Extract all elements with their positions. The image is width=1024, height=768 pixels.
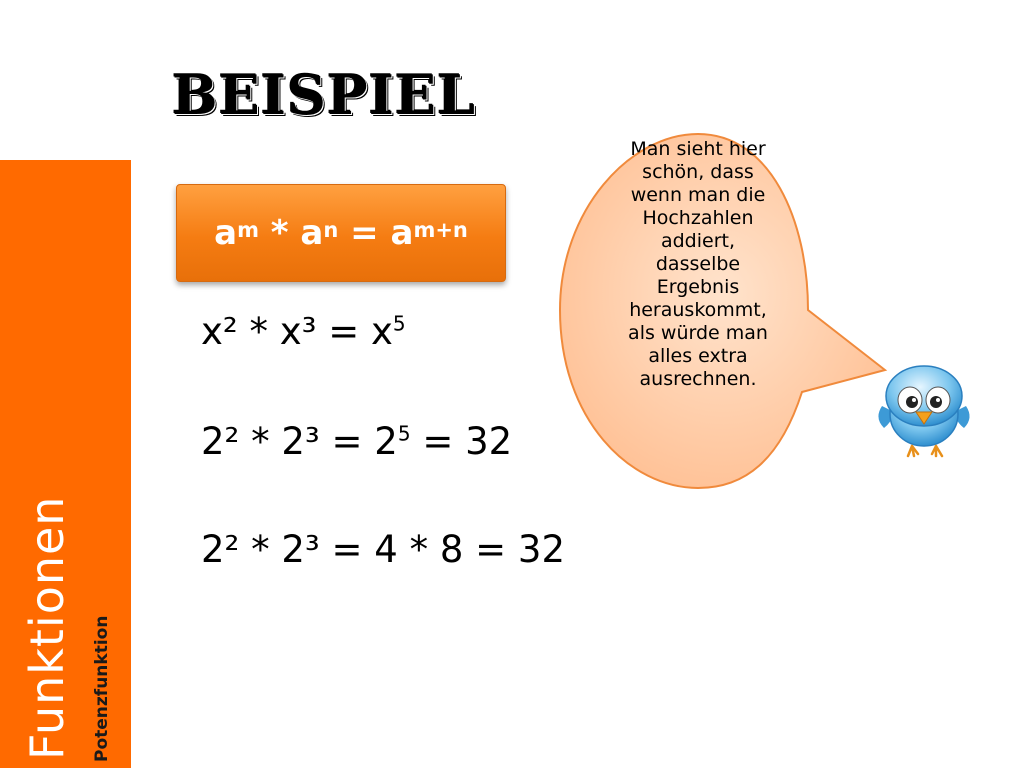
bubble-line: Ergebnis <box>656 276 740 298</box>
bubble-line: alles extra <box>648 345 748 367</box>
bubble-line: ausrechnen. <box>639 368 757 390</box>
equation-3 <box>201 528 565 571</box>
bubble-line: addiert, <box>660 230 736 252</box>
bubble-line: herauskommt, <box>629 299 767 321</box>
formula-op2: = <box>338 213 391 253</box>
bubble-line: dasselbe <box>655 253 741 275</box>
speech-bubble <box>540 120 980 520</box>
equation-2-main: 2² * 2³ = 2 <box>201 420 398 463</box>
bubble-line: wenn man die <box>630 184 766 206</box>
bubble-line: schön, dass <box>642 161 754 183</box>
equation-3-main: 2² * 2³ = 4 * 8 = 32 <box>201 528 566 571</box>
equation-1-main: x² * x³ = x <box>201 310 393 353</box>
formula-exp2: n <box>323 218 339 242</box>
equation-1 <box>201 310 406 353</box>
bubble-line: Man sieht hier <box>630 138 766 160</box>
formula-exp3: m+n <box>413 218 468 242</box>
equation-2 <box>201 420 512 463</box>
formula-base2: a <box>300 213 324 253</box>
formula-box <box>176 184 506 282</box>
formula-exp1: m <box>237 218 259 242</box>
equation-1-exp: 5 <box>392 311 406 336</box>
equation-2-exp: 5 <box>397 421 411 446</box>
equation-2-tail: = 32 <box>410 420 513 463</box>
formula-op1: * <box>258 213 301 253</box>
bubble-line: als würde man <box>628 322 768 344</box>
formula-base1: a <box>214 213 238 253</box>
speech-bubble-text <box>598 138 798 391</box>
bubble-line: Hochzahlen <box>642 207 754 229</box>
sidebar-subtitle: Potenzfunktion <box>92 615 112 762</box>
slide-title: BEISPIEL <box>172 63 477 127</box>
formula-base3: a <box>390 213 414 253</box>
sidebar-title: Funktionen <box>20 495 74 760</box>
bird-icon <box>874 356 974 460</box>
